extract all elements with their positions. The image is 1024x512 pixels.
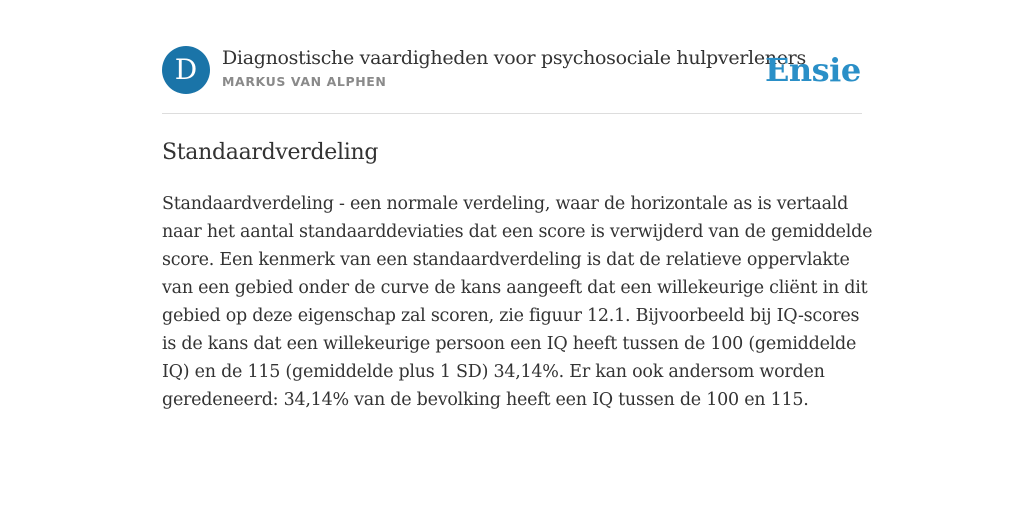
author-name[interactable]: MARKUS VAN ALPHEN xyxy=(222,74,387,89)
definition-line: score. Een kenmerk van een standaardverdeling is dat de relatieve oppervlakte xyxy=(162,250,850,270)
definition-line: geredeneerd: 34,14% van de bevolking heeft een IQ tussen de 100 en 115. xyxy=(162,390,809,410)
book-avatar[interactable]: D xyxy=(162,46,210,94)
ensie-logo[interactable]: Ensie xyxy=(765,51,861,89)
definition-line: naar het aantal standaarddeviaties dat een score is verwijderd van de gemiddelde xyxy=(162,222,873,242)
book-title[interactable]: Diagnostische vaardigheden voor psychosociale hulpverleners xyxy=(222,47,806,69)
definition-line: is de kans dat een willekeurige persoon een IQ heeft tussen de 100 (gemiddelde xyxy=(162,334,857,354)
definition-line: IQ) en de 115 (gemiddelde plus 1 SD) 34,14%. Er kan ook andersom worden xyxy=(162,362,825,382)
header xyxy=(162,46,862,96)
definition-line: Standaardverdeling - een normale verdeling, waar de horizontale as is vertaald xyxy=(162,194,849,214)
entry-definition xyxy=(162,190,873,414)
entry-term: Standaardverdeling xyxy=(162,140,379,165)
definition-line: gebied op deze eigenschap zal scoren, zie figuur 12.1. Bijvoorbeeld bij IQ-scores xyxy=(162,306,860,326)
divider xyxy=(162,113,862,114)
definition-line: van een gebied onder de curve de kans aangeeft dat een willekeurige cliënt in dit xyxy=(162,278,868,298)
